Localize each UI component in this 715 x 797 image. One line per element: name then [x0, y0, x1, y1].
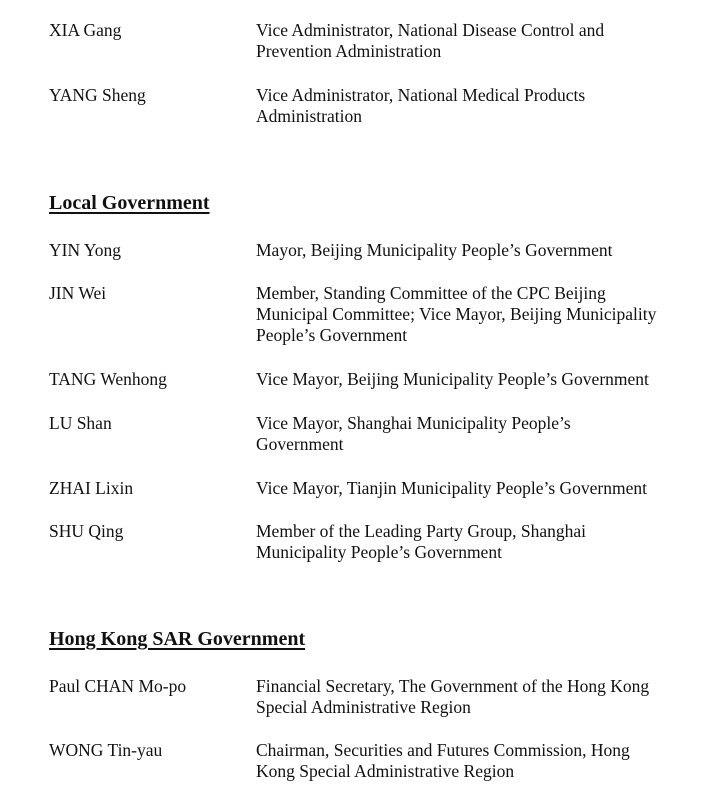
person-title: Vice Administrator, National Disease Control and Prevention Administration: [256, 20, 605, 61]
section-heading: Local Government: [49, 192, 210, 214]
person-title: Vice Mayor, Tianjin Municipality People’s Government: [256, 478, 647, 498]
person-name: XIA Gang: [49, 20, 122, 40]
person-title: Vice Mayor, Shanghai Municipality People’s Government: [256, 413, 571, 454]
person-name: Paul CHAN Mo-po: [49, 676, 187, 696]
person-name: ZHAI Lixin: [49, 478, 134, 498]
person-name: LU Shan: [49, 413, 112, 433]
person-title: Vice Mayor, Beijing Municipality People’s Government: [256, 369, 649, 389]
person-title: Mayor, Beijing Municipality People’s Government: [256, 240, 613, 260]
person-name: YANG Sheng: [49, 85, 146, 105]
person-title: Member of the Leading Party Group, Shanghai Municipality People’s Government: [256, 521, 586, 562]
person-name: YIN Yong: [49, 240, 121, 260]
person-name: TANG Wenhong: [49, 369, 167, 389]
person-title: Financial Secretary, The Government of the Hong Kong Special Administrative Region: [256, 676, 650, 717]
person-name: JIN Wei: [49, 283, 107, 303]
person-title: Chairman, Securities and Futures Commission, Hong Kong Special Administrative Region: [256, 740, 630, 781]
section-heading: Hong Kong SAR Government: [49, 628, 306, 650]
person-title: Vice Administrator, National Medical Products Administration: [256, 85, 586, 126]
person-title: Member, Standing Committee of the CPC Beijing Municipal Committee; Vice Mayor, Beijing Municipality People’s Government: [256, 283, 657, 345]
person-name: WONG Tin-yau: [49, 740, 163, 760]
person-name: SHU Qing: [49, 521, 124, 541]
